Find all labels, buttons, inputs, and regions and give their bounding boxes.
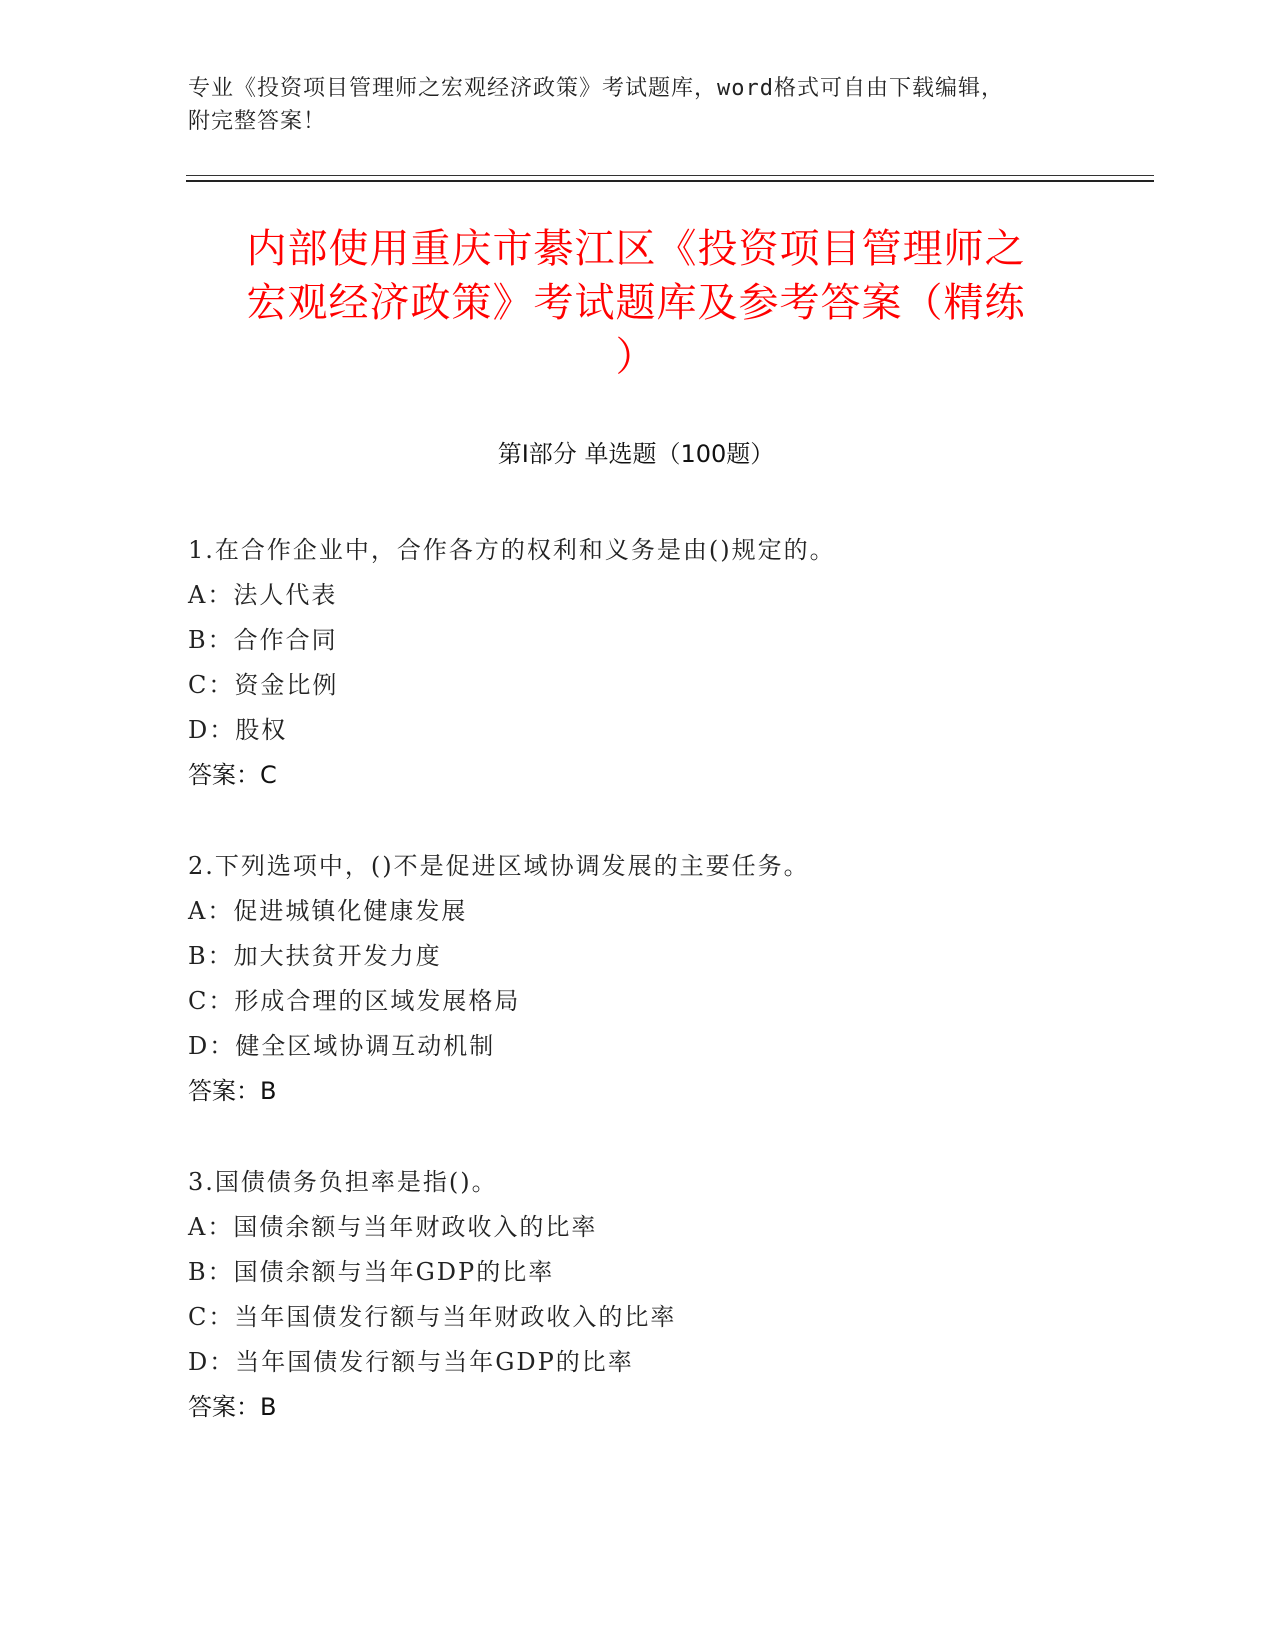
header-rule-thin <box>186 175 1154 176</box>
header-note-line-2: 附完整答案！ <box>188 109 327 134</box>
question-stem: 1.在合作企业中，合作各方的权利和义务是由()规定的。 <box>188 536 836 564</box>
header-note <box>188 72 1068 138</box>
option-b: B：国债余额与当年GDP的比率 <box>188 1258 555 1286</box>
question-1 <box>188 528 1148 798</box>
option-c: C：形成合理的区域发展格局 <box>188 987 521 1015</box>
question-2 <box>188 844 1148 1114</box>
option-d: D：股权 <box>188 716 288 744</box>
header-note-line-1: 专业《投资项目管理师之宏观经济政策》考试题库，word格式可自由下载编辑， <box>188 76 1004 101</box>
option-b: B：合作合同 <box>188 626 338 654</box>
answer-line: 答案：B <box>188 1077 277 1105</box>
option-a: A：促进城镇化健康发展 <box>188 897 468 925</box>
option-c: C：当年国债发行额与当年财政收入的比率 <box>188 1303 677 1331</box>
document-title-line-3: ） <box>615 334 657 380</box>
option-d: D：健全区域协调互动机制 <box>188 1032 496 1060</box>
document-title <box>188 222 1084 384</box>
option-a: A：法人代表 <box>188 581 338 609</box>
section-heading: 第Ⅰ部分 单选题（100题） <box>497 440 775 468</box>
question-list <box>188 528 1148 1476</box>
answer-line: 答案：C <box>188 761 277 789</box>
question-stem: 3.国债债务负担率是指()。 <box>188 1168 498 1196</box>
option-c: C：资金比例 <box>188 671 339 699</box>
question-stem: 2.下列选项中，()不是促进区域协调发展的主要任务。 <box>188 852 810 880</box>
header-rule-thick <box>186 180 1154 182</box>
document-title-line-2: 宏观经济政策》考试题库及参考答案（精练 <box>246 280 1026 326</box>
answer-line: 答案：B <box>188 1393 277 1421</box>
document-title-line-1: 内部使用重庆市綦江区《投资项目管理师之 <box>246 226 1026 272</box>
option-d: D：当年国债发行额与当年GDP的比率 <box>188 1348 634 1376</box>
option-a: A：国债余额与当年财政收入的比率 <box>188 1213 598 1241</box>
option-b: B：加大扶贫开发力度 <box>188 942 442 970</box>
question-3 <box>188 1160 1148 1430</box>
